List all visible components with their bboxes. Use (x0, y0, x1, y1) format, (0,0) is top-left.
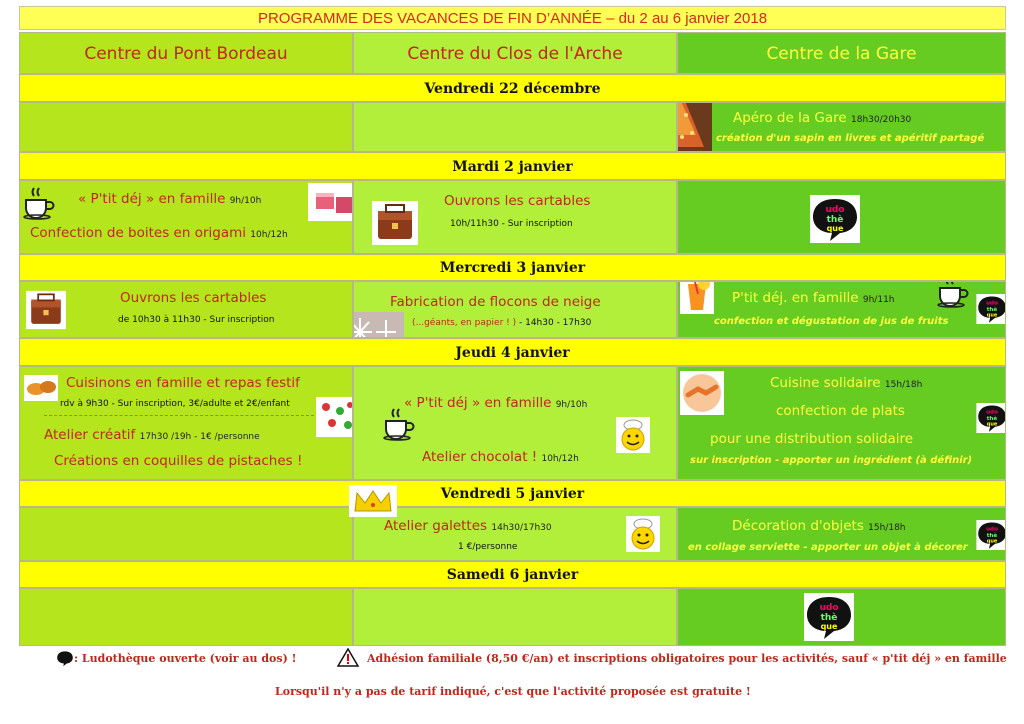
coffee-cup-icon (22, 186, 56, 220)
thu4-cuisine-solidaire: Cuisine solidaire 15h/18h (770, 375, 923, 391)
christmas-tree-books-icon (677, 102, 712, 151)
svg-text:que: que (986, 421, 998, 428)
wed3-flocons-desc: (...géants, en papier ! ) - 14h30 - 17h30 (412, 318, 592, 328)
fri5-galettes-price: 1 €/personne (458, 542, 518, 552)
centre-header-pont-bordeau: Centre du Pont Bordeau (19, 32, 353, 74)
thu4-confection-plats: confection de plats (776, 403, 905, 419)
wed3-jus-desc: confection et dégustation de jus de fruits (714, 316, 949, 327)
svg-text:udo: udo (986, 526, 998, 533)
tue2-cartables-title: Ouvrons les cartables (444, 193, 591, 209)
tue2-origami: Confection de boites en origami 10h/12h (30, 225, 288, 241)
thu4-atelier-creatif: Atelier créatif 17h30 /19h - 1€ /personne (44, 427, 260, 443)
wed3-flocons-title: Fabrication de flocons de neige (390, 294, 601, 310)
day-row-fri5: Vendredi 5 janvier (19, 480, 1006, 507)
fri5-decoration-title: Décoration d'objets 15h/18h (732, 518, 906, 534)
pistachio-craft-photo (316, 397, 353, 437)
cell-wed3-gare (677, 281, 1006, 338)
schoolbag-icon (26, 290, 66, 330)
cell-thu4-clos-arche (353, 366, 677, 480)
chef-smiley-icon (626, 516, 660, 552)
pastry-photo (24, 375, 58, 401)
cell-sat6-pont-bordeau (19, 588, 353, 646)
wed3-cartables-title: Ouvrons les cartables (120, 290, 267, 306)
gare-apero-desc: création d'un sapin en livres et apéritif partagé (716, 133, 985, 144)
wed3-cartables-desc: de 10h30 à 11h30 - Sur inscription (118, 315, 275, 325)
footer-adhesion: Adhésion familiale (8,50 €/an) et inscriptions obligatoires pour les activités, sauf « p'tit déj » en famille (367, 652, 1007, 665)
cell-sat6-gare (677, 588, 1006, 646)
coffee-cup-icon (382, 407, 416, 441)
paper-snowflakes-photo (353, 312, 404, 338)
thu4-cuisinons-desc: rdv à 9h30 - Sur inscription, 3€/adulte et 2€/enfant (60, 399, 290, 409)
ludotheque-logo-icon (976, 294, 1006, 328)
svg-text:que: que (820, 622, 838, 631)
ludotheque-logo-icon (804, 593, 854, 645)
cell-fri5-pont-bordeau (19, 507, 353, 561)
svg-text:thè: thè (820, 613, 838, 623)
cell-tue2-gare (677, 180, 1006, 254)
gare-apero-title: Apéro de la Gare 18h30/20h30 (733, 110, 912, 126)
svg-text:udo: udo (986, 409, 998, 416)
cell-fri5-gare (677, 507, 1006, 561)
svg-text:udo: udo (819, 603, 839, 613)
svg-text:thè: thè (986, 306, 998, 313)
cell-sat6-clos-arche (353, 588, 677, 646)
cell-fri5-clos-arche (353, 507, 677, 561)
svg-text:thè: thè (986, 415, 998, 422)
svg-text:udo: udo (986, 300, 998, 307)
page-title: PROGRAMME DES VACANCES DE FIN D’ANNÉE – du 2 au 6 janvier 2018 (19, 6, 1006, 30)
fri5-galettes-title: Atelier galettes 14h30/17h30 (384, 518, 552, 534)
cell-fri22-gare (677, 102, 1006, 152)
cell-wed3-clos-arche (353, 281, 677, 338)
juice-glass-icon (680, 281, 714, 314)
coffee-cup-icon (936, 281, 970, 308)
centre-header-gare: Centre de la Gare (677, 32, 1006, 74)
schedule-grid (19, 32, 1006, 646)
day-row-tue2: Mardi 2 janvier (19, 152, 1006, 180)
solidarity-hands-icon (680, 371, 724, 415)
centre-header-clos-arche: Centre du Clos de l'Arche (353, 32, 677, 74)
ludotheque-logo-icon (810, 195, 860, 247)
wed3-ptit-dej-gare: P'tit déj. en famille 9h/11h (732, 290, 895, 306)
thu4-distribution: pour une distribution solidaire (710, 431, 914, 447)
day-row-fri22: Vendredi 22 décembre (19, 74, 1006, 102)
thu4-atelier-chocolat: Atelier chocolat ! 10h/12h (422, 449, 579, 465)
ludotheque-logo-icon (976, 520, 1006, 554)
chef-smiley-icon (616, 417, 650, 453)
svg-text:que: que (986, 312, 998, 319)
footer-ludotheque: : Ludothèque ouverte (voir au dos) ! (74, 652, 297, 665)
ludotheque-logo-icon (976, 403, 1006, 437)
cell-wed3-pont-bordeau (19, 281, 353, 338)
day-row-wed3: Mercredi 3 janvier (19, 254, 1006, 281)
cell-fri22-clos-arche (353, 102, 677, 152)
day-row-sat6: Samedi 6 janvier (19, 561, 1006, 588)
thu4-ptit-dej: « P'tit déj » en famille 9h/10h (404, 395, 588, 411)
origami-boxes-photo (308, 183, 353, 221)
cell-thu4-pont-bordeau (19, 366, 353, 480)
divider (44, 415, 314, 416)
ludotheque-logo-icon (56, 650, 74, 671)
svg-text:thè: thè (826, 215, 844, 225)
svg-text:que: que (986, 538, 998, 545)
warning-icon (337, 648, 359, 671)
cell-fri22-pont-bordeau (19, 102, 353, 152)
crown-icon (349, 485, 397, 517)
cell-tue2-pont-bordeau (19, 180, 353, 254)
thu4-pistaches: Créations en coquilles de pistaches ! (54, 453, 303, 469)
cell-thu4-gare (677, 366, 1006, 480)
svg-text:udo: udo (825, 205, 845, 215)
schoolbag-icon (372, 201, 418, 245)
svg-text:thè: thè (986, 532, 998, 539)
footer-gratuite: Lorsqu'il n'y a pas de tarif indiqué, c'est que l'activité proposée est gratuite ! (275, 685, 751, 698)
tue2-cartables-desc: 10h/11h30 - Sur inscription (450, 219, 573, 229)
svg-text:que: que (826, 224, 844, 233)
day-row-thu4: Jeudi 4 janvier (19, 338, 1006, 366)
fri5-decoration-desc: en collage serviette - apporter un objet à décorer (688, 542, 968, 553)
thu4-cuisinons-title: Cuisinons en famille et repas festif (66, 375, 300, 391)
cell-tue2-clos-arche (353, 180, 677, 254)
thu4-ingredient-desc: sur inscription - apporter un ingrédient (à définir) (690, 455, 973, 466)
tue2-ptit-dej: « P'tit déj » en famille 9h/10h (78, 191, 262, 207)
